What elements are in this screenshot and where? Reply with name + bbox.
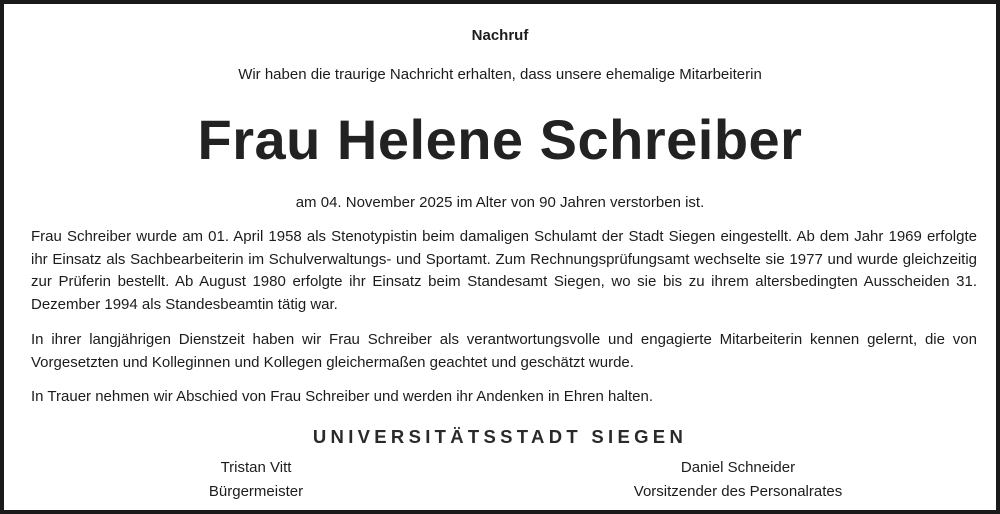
signatory-name: Daniel Schneider — [680, 459, 796, 476]
notice-heading: Nachruf — [471, 27, 529, 44]
organization-name: UNIVERSITÄTSSTADT SIEGEN — [312, 426, 688, 447]
death-line: am 04. November 2025 im Alter von 90 Jahren verstorben ist. — [295, 194, 705, 211]
signatory-title: Vorsitzender des Personalrates — [633, 483, 843, 500]
signature-right — [588, 456, 888, 504]
paragraph-appreciation: In ihrer langjährigen Dienstzeit haben wir Frau Schreiber als verantwortungsvolle und engagierte Mitarbeiterin kennen gelernt, die von Vorgesetzten und Kolleginnen und Kollegen gleichermaßen geachtet und geschätzt wurde. — [31, 331, 977, 371]
paragraph-career: Frau Schreiber wurde am 01. April 1958 als Stenotypistin beim damaligen Schulamt der Stadt Siegen eingestellt. Ab dem Jahr 1969 erfolgte ihr Einsatz als Sachbearbeiterin im Schulverwaltungs- und Sportamt. Zum Rechnungsprüfungsamt wechselte sie 1977 und wurde gleichzeitig zur Prüferin bestellt. Ab August 1980 erfolgte ihr Einsatz beim Standesamt Siegen, wo sie bis zu ihrem altersbedingten Ausscheiden 31. Dezember 1994 als Standesbeamtin tätig war. — [31, 228, 977, 313]
intro-text: Wir haben die traurige Nachricht erhalten, dass unsere ehemalige Mitarbeiterin — [238, 66, 762, 83]
signatory-name: Tristan Vitt — [220, 459, 292, 476]
signatory-title: Bürgermeister — [208, 483, 304, 500]
deceased-name: Frau Helene Schreiber — [197, 108, 803, 171]
signature-left — [156, 456, 356, 504]
paragraph-farewell: In Trauer nehmen wir Abschied von Frau Schreiber und werden ihr Andenken in Ehren halten. — [31, 388, 654, 405]
